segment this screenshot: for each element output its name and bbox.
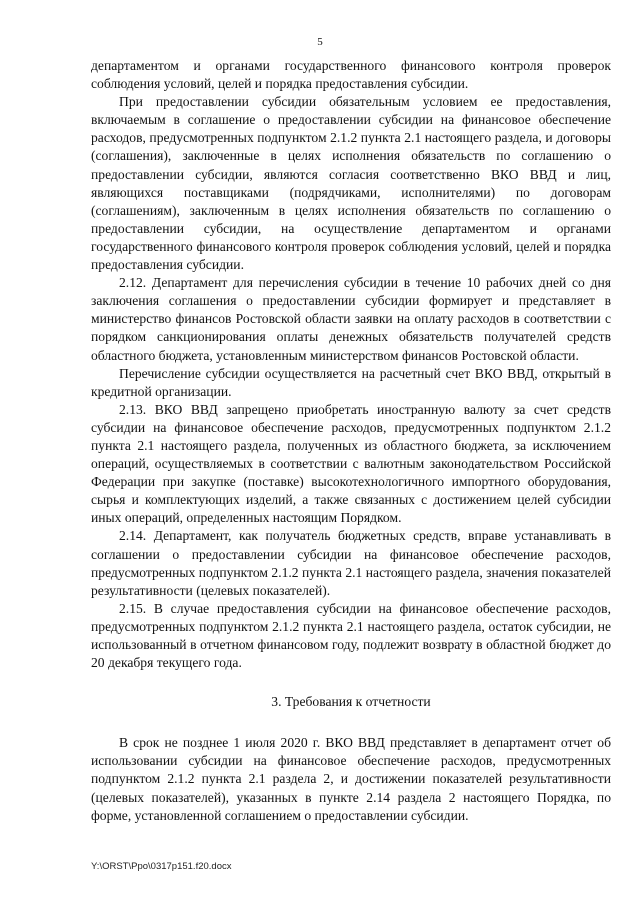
paragraph-continuation: департаментом и органами государственного финансового контроля проверок соблюдения условий, целей и порядка предоставления субсидии. bbox=[91, 58, 611, 92]
document-body bbox=[91, 57, 611, 825]
paragraph-2-15: 2.15. В случае предоставления субсидии на финансовое обеспечение расходов, предусмотренных подпунктом 2.1.2 пункта 2.1 настоящего раздела, остаток субсидии, не использованный в отчетном финансовом году, подлежит возврату в областной бюджет до 20 декабря текущего года. bbox=[91, 600, 611, 671]
paragraph-subsidy-condition: При предоставлении субсидии обязательным условием ее предоставления, включаемым в соглашение о предоставлении субсидии на финансовое обеспечение расходов, предусмотренных подпунктом 2.1.2 пункта 2.1 настоящего раздела, и договоры (соглашения), заключенные в целях исполнения обязательств по соглашению о предоставлении субсидии, являются согласия соответственно ВКО ВВД и лиц, являющихся поставщиками (подрядчиками, исполнителями) по договорам (соглашениям), заключенным в целях исполнения обязательств по соглашению о предоставлении субсидии, на осуществление департаментом и органами государственного финансового контроля проверок соблюдения условий, целей и порядка предоставления субсидии. bbox=[91, 94, 611, 273]
paragraph-2-14: 2.14. Департамент, как получатель бюджетных средств, вправе устанавливать в соглашении о предоставлении субсидии на финансовое обеспечение расходов, предусмотренных подпунктом 2.1.2 пункта 2.1 настоящего раздела, значения показателей результативности (целевых показателей). bbox=[91, 528, 611, 598]
page-number: 5 bbox=[317, 36, 323, 48]
paragraph-2-13: 2.13. ВКО ВВД запрещено приобретать иностранную валюту за счет средств субсидии на финансовое обеспечение расходов, предусмотренных подпунктом 2.1.2 пункта 2.1 настоящего раздела, полученных из областного бюджета, за исключением операций, осуществляемых в соответствии с валютным законодательством Российской Федерации при закупке (поставке) высокотехнологичного импортного оборудования, сырья и комплектующих изделий, а также связанных с достижением целей субсидии иных операций, определенных настоящим Порядком. bbox=[91, 401, 611, 526]
section-heading: 3. Требования к отчетности bbox=[271, 694, 431, 710]
paragraph-2-12: 2.12. Департамент для перечисления субсидии в течение 10 рабочих дней со дня заключения соглашения о предоставлении субсидии формирует и представляет в министерство финансов Ростовской области заявки на оплату расходов в соответствии с порядком санкционирования оплаты денежных обязательств получателей средств областного бюджета, установленным министерством финансов Ростовской области. bbox=[91, 275, 611, 363]
footer-file-path: Y:\ORST\Ppo\0317p151.f20.docx bbox=[91, 861, 232, 872]
paragraph-reporting: В срок не позднее 1 июля 2020 г. ВКО ВВД представляет в департамент отчет об использовании субсидии на финансовое обеспечение расходов, предусмотренных подпунктом 2.1.2 пункта 2.1 раздела 2, и достижении показателей результативности (целевых показателей), указанных в пункте 2.14 раздела 2 настоящего Порядка, по форме, установленной соглашением о предоставлении субсидии. bbox=[91, 735, 611, 823]
paragraph-transfer-account: Перечисление субсидии осуществляется на расчетный счет ВКО ВВД, открытый в кредитной организации. bbox=[91, 365, 611, 399]
